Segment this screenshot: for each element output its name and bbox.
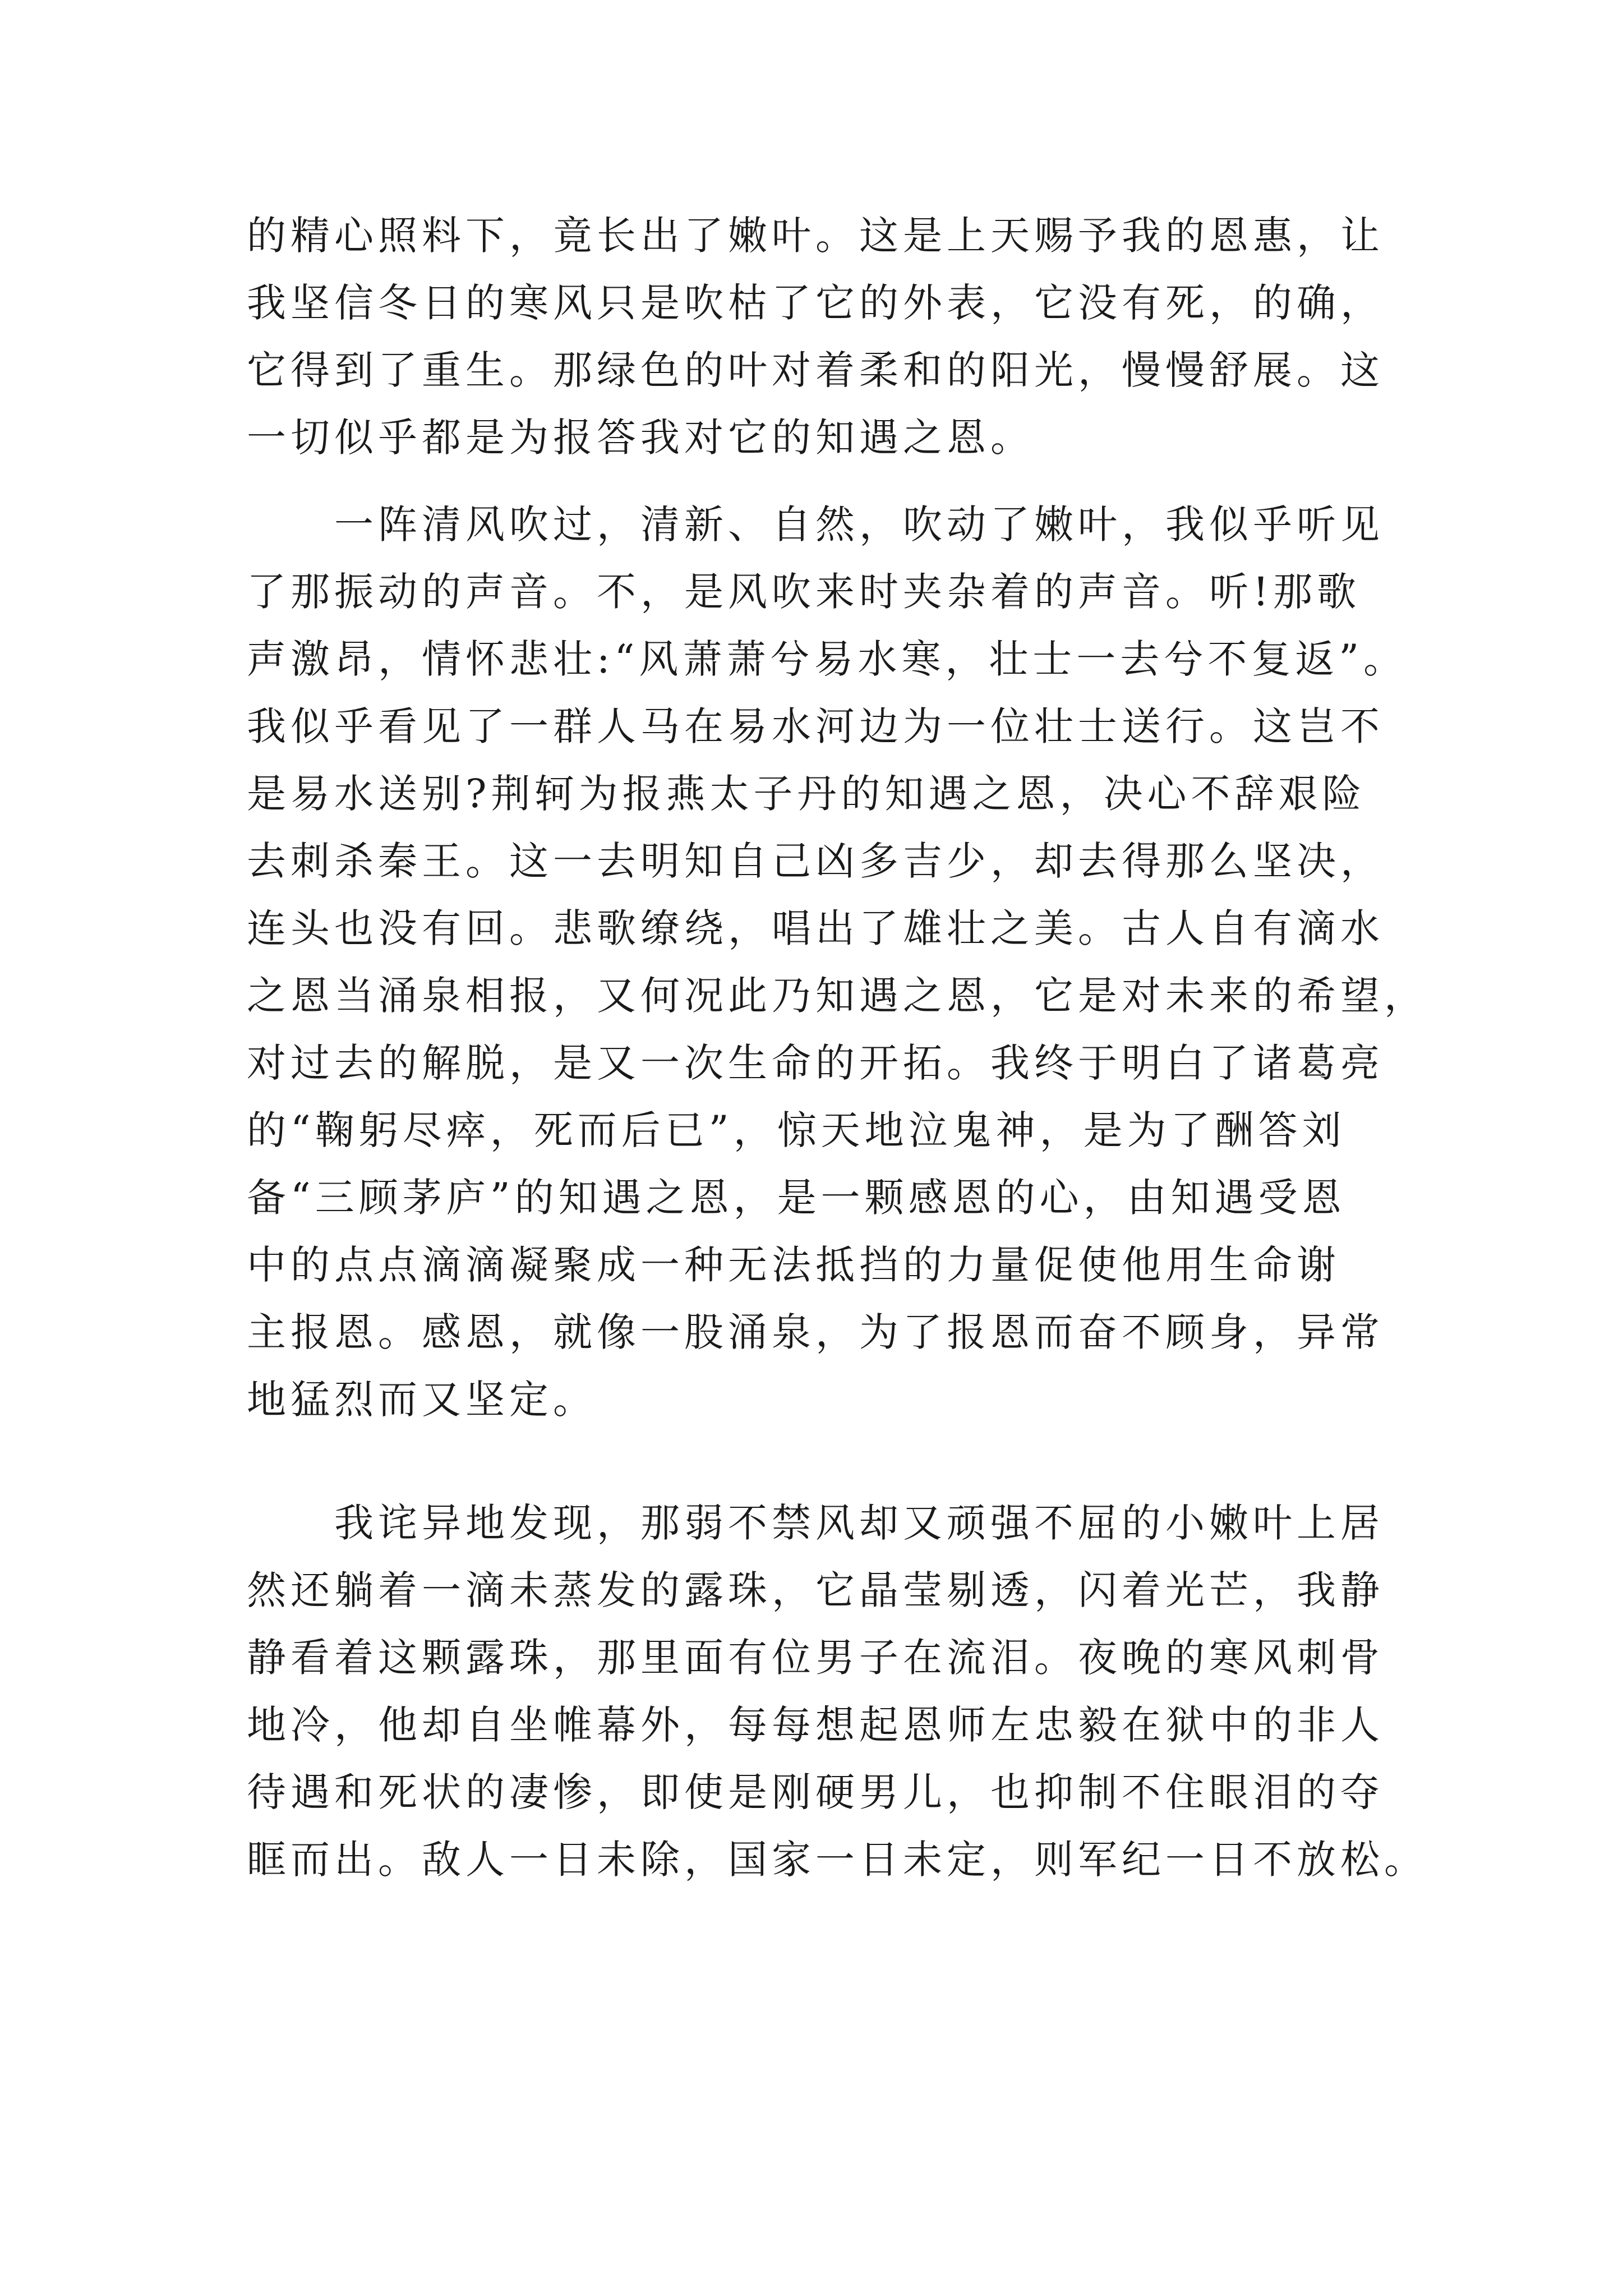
text-line: 去刺杀秦王。这一去明知自己凶多吉少，却去得那么坚决， — [247, 838, 1384, 884]
text-line: 了那振动的声音。不，是风吹来时夹杂着的声音。听!那歌 — [247, 569, 1361, 615]
text-line: 的精心照料下，竟长出了嫩叶。这是上天赐予我的恩惠，让 — [247, 213, 1384, 259]
text-line: 备“三顾茅庐”的知遇之恩，是一颗感恩的心，由知遇受恩 — [247, 1175, 1346, 1221]
text-line: 它得到了重生。那绿色的叶对着柔和的阳光，慢慢舒展。这 — [247, 347, 1384, 393]
text-line: 地猛烈而又坚定。 — [247, 1377, 597, 1423]
text-line: 中的点点滴滴凝聚成一种无法抵挡的力量促使他用生命谢 — [247, 1242, 1340, 1288]
text-line: 一切似乎都是为报答我对它的知遇之恩。 — [247, 415, 1034, 461]
text-line: 我坚信冬日的寒风只是吹枯了它的外表，它没有死，的确， — [247, 280, 1384, 326]
text-line: 地冷，他却自坐帷幕外，每每想起恩师左忠毅在狱中的非人 — [247, 1702, 1384, 1748]
text-line: 之恩当涌泉相报，又何况此乃知遇之恩，它是对未来的希望， — [247, 973, 1428, 1019]
text-line: 主报恩。感恩，就像一股涌泉，为了报恩而奋不顾身，异常 — [247, 1309, 1384, 1355]
text-line: 是易水送别?荆轲为报燕太子丹的知遇之恩，决心不辞艰险 — [247, 771, 1366, 817]
text-line: 眶而出。敌人一日未除，国家一日未定，则军纪一日不放松。 — [247, 1837, 1428, 1883]
text-line: 我诧异地发现，那弱不禁风却又顽强不屈的小嫩叶上居 — [247, 1500, 1384, 1546]
paragraph-3 — [247, 1489, 1428, 1893]
text-line: 对过去的解脱，是又一次生命的开拓。我终于明白了诸葛亮 — [247, 1040, 1384, 1086]
text-line: 连头也没有回。悲歌缭绕，唱出了雄壮之美。古人自有滴水 — [247, 905, 1384, 951]
text-line: 静看着这颗露珠，那里面有位男子在流泪。夜晚的寒风刺骨 — [247, 1635, 1384, 1681]
text-line: 一阵清风吹过，清新、自然，吹动了嫩叶，我似乎听见 — [247, 501, 1384, 547]
text-line: 我似乎看见了一群人马在易水河边为一位壮士送行。这岂不 — [247, 703, 1384, 749]
paragraph-1 — [247, 202, 1384, 471]
paragraph-2 — [247, 491, 1428, 1433]
text-line: 声激昂，情怀悲壮:“风萧萧兮易水寒，壮士一去兮不复返”。 — [247, 636, 1408, 682]
text-line: 然还躺着一滴未蒸发的露珠，它晶莹剔透，闪着光芒，我静 — [247, 1567, 1384, 1613]
text-line: 待遇和死状的凄惨，即使是刚硬男儿，也抑制不住眼泪的夺 — [247, 1769, 1384, 1815]
text-line: 的“鞠躬尽瘁，死而后已”，惊天地泣鬼神，是为了酬答刘 — [247, 1107, 1346, 1153]
